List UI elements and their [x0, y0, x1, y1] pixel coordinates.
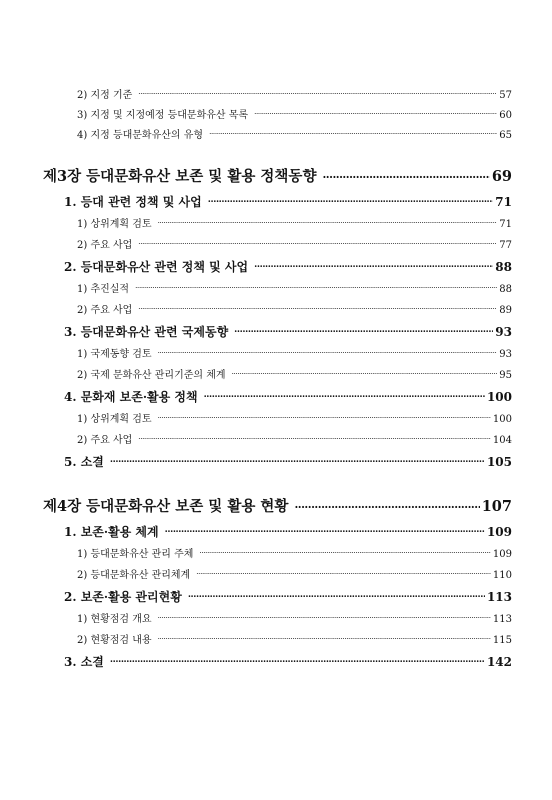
- dot-leader: [135, 282, 497, 292]
- toc-entry[interactable]: [77, 347, 512, 360]
- toc-chapter-page: 107: [481, 497, 512, 515]
- toc-section-title: 3. 등대문화유산 관련 국제동향: [64, 325, 229, 339]
- toc-section[interactable]: [64, 454, 512, 468]
- toc-chapter[interactable]: [43, 166, 512, 184]
- toc-section[interactable]: [64, 524, 512, 538]
- toc-entry-page: 115: [492, 635, 512, 646]
- dot-leader: [158, 412, 491, 422]
- toc-entry[interactable]: [77, 282, 512, 295]
- dot-leader: [196, 568, 491, 578]
- toc-entry-title: 3) 지정 및 지정예정 등대문화유산 목록: [77, 110, 249, 121]
- toc-entry[interactable]: [77, 412, 512, 425]
- toc-section-page: 93: [495, 325, 512, 339]
- toc-section-page: 113: [486, 590, 512, 604]
- toc-entry-title: 1) 상위계획 검토: [77, 414, 152, 425]
- toc-entry-page: 89: [499, 305, 512, 316]
- toc-entry-page: 88: [499, 284, 512, 295]
- toc-section[interactable]: [64, 389, 512, 403]
- dot-leader: [322, 166, 489, 181]
- dot-leader: [165, 524, 485, 536]
- toc-entry-title: 1) 국제동향 검토: [77, 349, 152, 360]
- toc-entry[interactable]: [77, 128, 512, 141]
- toc-entry[interactable]: [77, 368, 512, 381]
- toc-chapter-title: 제4장 등대문화유산 보존 및 활용 현황: [43, 497, 289, 515]
- toc-section-title: 2. 보존·활용 관리현황: [64, 590, 182, 604]
- toc-section-title: 2. 등대문화유산 관련 정책 및 사업: [64, 260, 249, 274]
- toc-entry[interactable]: [77, 433, 512, 446]
- toc-section-page: 142: [486, 655, 512, 669]
- dot-leader: [208, 194, 494, 206]
- dot-leader: [232, 368, 498, 378]
- toc-section[interactable]: [64, 324, 512, 338]
- toc-section-page: 71: [495, 195, 512, 209]
- toc-entry-page: 113: [492, 614, 512, 625]
- toc-entry-page: 109: [492, 549, 512, 560]
- toc-section-page: 109: [486, 525, 512, 539]
- toc-entry-title: 2) 현황점검 내용: [77, 635, 152, 646]
- toc-entry-title: 1) 상위계획 검토: [77, 219, 152, 230]
- toc-section[interactable]: [64, 589, 512, 603]
- dot-leader: [204, 389, 485, 401]
- toc-entry-page: 100: [492, 414, 512, 425]
- toc-entry[interactable]: [77, 303, 512, 316]
- toc-entry[interactable]: [77, 633, 512, 646]
- toc-entry-title: 1) 추진실적: [77, 284, 130, 295]
- dot-leader: [110, 454, 485, 466]
- toc-entry[interactable]: [77, 238, 512, 251]
- dot-leader: [138, 433, 491, 443]
- toc-entry-page: 110: [492, 570, 512, 581]
- toc-section-page: 88: [495, 260, 512, 274]
- toc-entry-title: 2) 주요 사업: [77, 305, 133, 316]
- toc-chapter-title: 제3장 등대문화유산 보존 및 활용 정책동향: [43, 167, 317, 185]
- toc-entry-title: 2) 주요 사업: [77, 240, 133, 251]
- toc-entry[interactable]: [77, 547, 512, 560]
- dot-leader: [209, 128, 497, 138]
- toc-entry[interactable]: [77, 568, 512, 581]
- toc-chapter[interactable]: [43, 496, 512, 514]
- toc-entry-title: 2) 등대문화유산 관리체계: [77, 570, 191, 581]
- toc-entry[interactable]: [77, 217, 512, 230]
- toc-entry-page: 57: [499, 90, 512, 101]
- toc-entry-page: 60: [499, 110, 512, 121]
- toc-entry[interactable]: [77, 108, 512, 121]
- toc-entry-title: 1) 등대문화유산 관리 주체: [77, 549, 194, 560]
- toc-entry-title: 4) 지정 등대문화유산의 유형: [77, 130, 204, 141]
- toc-entry[interactable]: [77, 612, 512, 625]
- dot-leader: [294, 496, 479, 511]
- dot-leader: [158, 612, 491, 622]
- dot-leader: [138, 238, 497, 248]
- toc-entry-page: 65: [499, 130, 512, 141]
- toc-section-title: 1. 보존·활용 체계: [64, 525, 159, 539]
- toc-section-page: 105: [486, 455, 512, 469]
- dot-leader: [138, 303, 497, 313]
- toc-section[interactable]: [64, 654, 512, 668]
- toc-section[interactable]: [64, 259, 512, 273]
- dot-leader: [188, 589, 485, 601]
- toc-entry[interactable]: [77, 88, 512, 101]
- toc-section-title: 1. 등대 관련 정책 및 사업: [64, 195, 202, 209]
- toc-entry-title: 2) 국제 문화유산 관리기준의 체계: [77, 370, 226, 381]
- dot-leader: [254, 108, 497, 118]
- toc-entry-page: 104: [492, 435, 512, 446]
- toc-entry-page: 95: [499, 370, 512, 381]
- dot-leader: [110, 654, 485, 666]
- dot-leader: [199, 547, 491, 557]
- toc-entry-page: 77: [499, 240, 512, 251]
- toc-entry-page: 93: [499, 349, 512, 360]
- dot-leader: [158, 217, 498, 227]
- toc-section-title: 4. 문화재 보존·활용 정책: [64, 390, 198, 404]
- toc-entry-title: 2) 지정 기준: [77, 90, 133, 101]
- toc-section-page: 100: [486, 390, 512, 404]
- dot-leader: [254, 259, 493, 271]
- toc-section-title: 5. 소결: [64, 455, 104, 469]
- dot-leader: [234, 324, 493, 336]
- toc-entry-title: 1) 현황점검 개요: [77, 614, 152, 625]
- toc-section-title: 3. 소결: [64, 655, 104, 669]
- toc-entry-page: 71: [499, 219, 512, 230]
- toc-entry-title: 2) 주요 사업: [77, 435, 133, 446]
- toc-chapter-page: 69: [491, 167, 512, 185]
- dot-leader: [158, 633, 491, 643]
- toc-section[interactable]: [64, 194, 512, 208]
- dot-leader: [138, 88, 497, 98]
- dot-leader: [158, 347, 498, 357]
